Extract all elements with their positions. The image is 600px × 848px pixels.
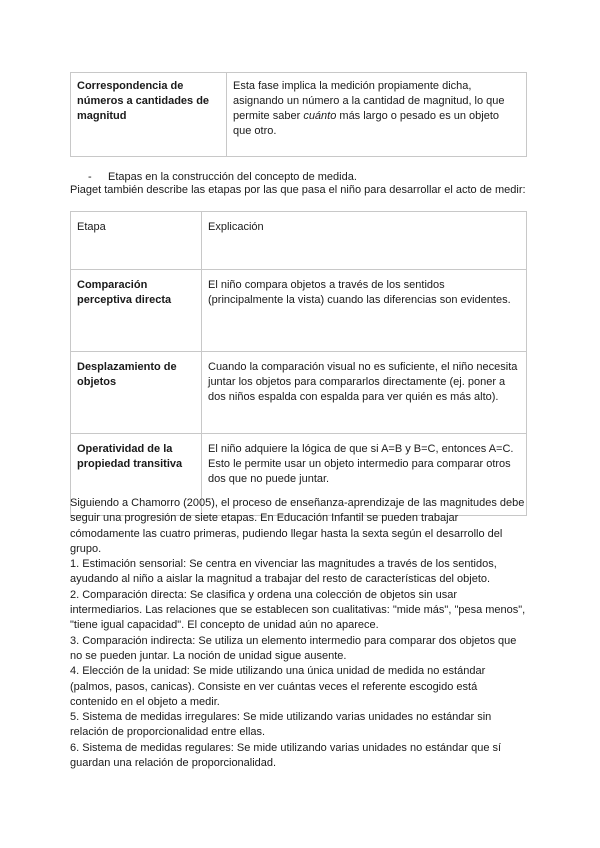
stage-item: 3. Comparación indirecta: Se utiliza un elemento intermedio para comparar dos objetos que no se pueden juntar. La noción de unidad sigue ausente. [70, 634, 517, 662]
phase-text-emphasis: cuánto [303, 110, 337, 122]
piaget-intro: Piaget también describe las etapas por las que pasa el niño para desarrollar el acto de medir: [70, 184, 526, 196]
bullet-dash: - [88, 171, 92, 183]
bullet-text: Etapas en la construcción del concepto de medida. [108, 171, 357, 183]
stage-cell [71, 352, 202, 434]
stage-name: Desplazamiento de objetos [77, 361, 177, 388]
explanation-cell: El niño compara objetos a través de los sentidos (principalmente la vista) cuando las diferencias son evidentes. [202, 270, 527, 352]
explanation-cell: Cuando la comparación visual no es suficiente, el niño necesita juntar los objetos para compararlos directamente (ej. poner a dos niños espalda con espalda para ver quién es más alto). [202, 352, 527, 434]
stage-item: 5. Sistema de medidas irregulares: Se mide utilizando varias unidades no estándar sin relación de proporcionalidad entre ellas. [70, 711, 492, 739]
table-cell-description [227, 73, 527, 157]
phase-text-before: Esta fase implica la medición propiamente dicha, asignando un número a la cantidad de magnitud, lo que permite saber [233, 80, 505, 122]
stage-item: 4. Elección de la unidad: Se mide utilizando una única unidad de medida no estándar (palmos, pasos, canicas). Consiste en ver cuántas veces el referente escogido está contenido en el objeto a medir. [70, 665, 486, 708]
stage-item: 6. Sistema de medidas regulares: Se mide utilizando varias unidades no estándar que sí guardan una relación de proporcionalidad. [70, 741, 502, 770]
header-explanation: Explicación [202, 212, 527, 270]
chamorro-intro: Siguiendo a Chamorro (2005), el proceso de enseñanza-aprendizaje de las magnitudes debe seguir una progresión de siete etapas. En Educación Infantil se pueden trabajar cómodamente las cuatro primeras, pudiendo llegar hasta la sexta según el desarrollo del grupo. [70, 497, 525, 555]
stage-item: 1. Estimación sensorial: Se centra en vivenciar las magnitudes a través de los sentidos, ayudando al niño a aislar la magnitud a trabajar del resto de características del objeto. [70, 558, 497, 586]
stage-item: 2. Comparación directa: Se clasifica y ordena una colección de objetos sin usar intermediarios. Las relaciones que se establecen son cualitativas: "mide más", "pesa menos", "tiene igual capacidad". El concepto de unidad aún no aparece. [70, 588, 526, 632]
header-stage: Etapa [71, 212, 202, 270]
phase-text-after: más largo o pesado es un objeto que otro. [233, 110, 500, 137]
measurement-phase-table [70, 72, 527, 157]
chamorro-section [70, 496, 526, 771]
phase-label: Correspondencia de números a cantidades de magnitud [77, 80, 210, 122]
explanation-cell: El niño adquiere la lógica de que si A=B y B=C, entonces A=C. Esto le permite usar un objeto intermedio para comparar otros dos que no puede juntar. [202, 434, 527, 516]
stage-name: Comparación perceptiva directa [77, 279, 172, 306]
table-row [71, 270, 527, 352]
stage-name: Operatividad de la propiedad transitiva [77, 443, 183, 470]
table-cell-label [71, 73, 227, 157]
piaget-stages-table [70, 211, 527, 516]
stage-cell [71, 270, 202, 352]
table-row [71, 352, 527, 434]
table-row [71, 73, 527, 157]
table-header-row [71, 212, 527, 270]
